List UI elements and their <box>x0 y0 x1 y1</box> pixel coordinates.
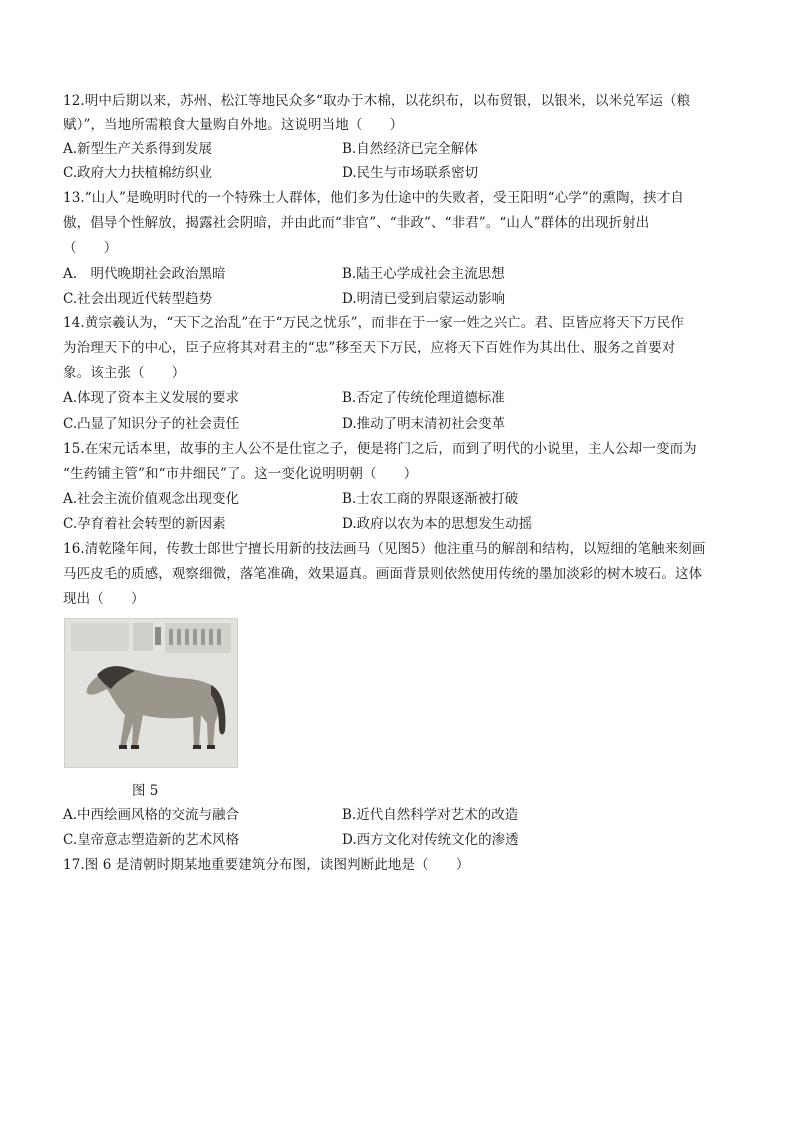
horse-painting-figure <box>64 618 238 768</box>
q12-stem-line2: 赋）”，当地所需粮食大量购自外地。这说明当地（ ） <box>63 117 404 133</box>
q14-stem-line3: 象。该主张（ ） <box>63 365 186 381</box>
q14-option-c: C.凸显了知识分子的社会责任 <box>63 416 240 432</box>
q16-stem-line1: 16.清乾隆年间，传教士郎世宁擅长用新的技法画马（见图5）他注重马的解剖和结构，以短细的笔触来刻画 <box>63 541 706 557</box>
q13-option-a: A. 明代晚期社会政治黑暗 <box>63 266 226 282</box>
q15-option-b: B.士农工商的界限逐渐被打破 <box>342 491 519 507</box>
q15-option-a: A.社会主流价值观念出现变化 <box>63 491 240 507</box>
horse-painting-image <box>65 619 237 767</box>
q15-option-d: D.政府以农为本的思想发生动摇 <box>342 516 533 532</box>
q13-stem-line2: 傲，倡导个性解放，揭露社会阴暗，并由此而“非官”、“非政”、“非君”。“山人”群体的出现折射出 <box>63 215 650 231</box>
q13-option-b: B.陆王心学成社会主流思想 <box>342 266 505 282</box>
q15-stem-line1: 15.在宋元话本里，故事的主人公不是仕宦之子，便是将门之后，而到了明代的小说里，主人公却一变而为 <box>63 441 697 457</box>
q14-stem-line1: 14.黄宗羲认为，“天下之治乱”在于“万民之忧乐”，而非在于一家一姓之兴亡。君、臣皆应将天下万民作 <box>63 315 684 331</box>
q14-option-a: A.体现了资本主义发展的要求 <box>63 390 240 406</box>
q15-option-c: C.孕育着社会转型的新因素 <box>63 516 226 532</box>
q12-stem-line1: 12.明中后期以来，苏州、松江等地民众多“取办于木棉，以花织布，以布贸银，以银米，以米兑军运（粮 <box>63 93 691 109</box>
q16-option-a: A.中西绘画风格的交流与融合 <box>63 807 240 823</box>
q13-option-d: D.明清已受到启蒙运动影响 <box>342 291 506 307</box>
q12-option-b: B.自然经济已完全解体 <box>342 141 478 157</box>
q12-option-c: C.政府大力扶植棉纺织业 <box>63 165 213 181</box>
figure-caption: 图 5 <box>132 783 159 799</box>
q16-stem-line2: 马匹皮毛的质感，观察细微，落笔准确，效果逼真。画面背景则依然使用传统的墨加淡彩的树木坡石。这体 <box>63 566 703 582</box>
q13-option-c: C.社会出现近代转型趋势 <box>63 291 213 307</box>
q17-stem-line1: 17.图 6 是清朝时期某地重要建筑分布图，读图判断此地是（ ） <box>63 857 470 873</box>
q15-stem-line2: “生药铺主管”和“市井细民”了。这一变化说明明朝（ ） <box>63 466 418 482</box>
q16-option-d: D.西方文化对传统文化的渗透 <box>342 832 519 848</box>
q16-stem-line3: 现出（ ） <box>63 591 145 607</box>
q14-option-d: D.推动了明末清初社会变革 <box>342 416 506 432</box>
q14-stem-line2: 为治理天下的中心，臣子应将其对君主的“忠”移至天下万民，应将天下百姓作为其出仕、服务之首要对 <box>63 340 676 356</box>
q12-option-a: A.新型生产关系得到发展 <box>63 141 213 157</box>
q12-option-d: D.民生与市场联系密切 <box>342 165 479 181</box>
q16-option-b: B.近代自然科学对艺术的改造 <box>342 807 519 823</box>
q14-option-b: B.否定了传统伦理道德标准 <box>342 390 505 406</box>
q16-option-c: C.皇帝意志塑造新的艺术风格 <box>63 832 240 848</box>
q13-stem-line3: （ ） <box>63 240 118 256</box>
q13-stem-line1: 13.“山人”是晚明时代的一个特殊士人群体，他们多为仕途中的失败者，受王阳明“心学”的熏陶，挟才自 <box>63 190 684 206</box>
